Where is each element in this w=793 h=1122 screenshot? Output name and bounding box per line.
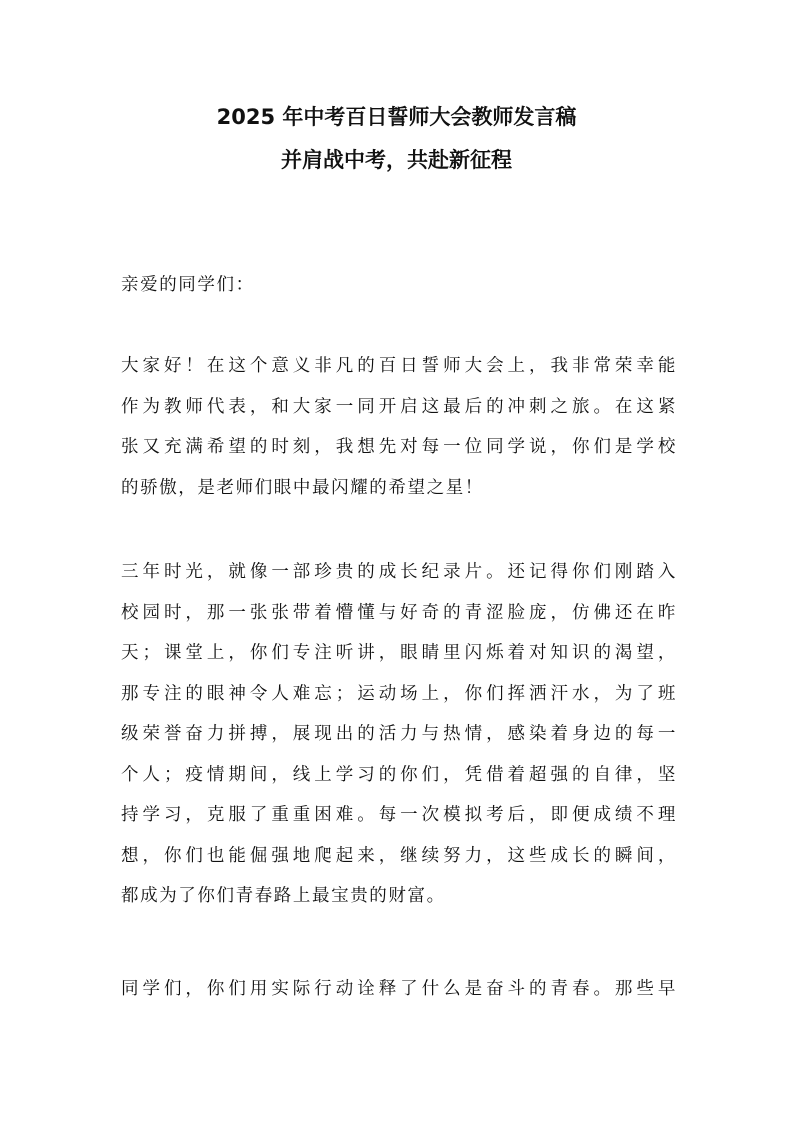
paragraph-line: 那专注的眼神令人难忘；运动场上，你们挥洒汗水，为了班 — [121, 683, 677, 704]
greeting-line: 亲爱的同学们： — [121, 275, 255, 295]
paragraph-2 — [121, 552, 677, 917]
document-title: 2025 年中考百日誓师大会教师发言稿 — [216, 105, 577, 129]
paragraph-line: 都成为了你们青春路上最宝贵的财富。 — [121, 886, 446, 906]
paragraph-line: 个人；疫情期间，线上学习的你们，凭借着超强的自律，坚 — [121, 764, 677, 785]
paragraph-line: 三年时光，就像一部珍贵的成长纪录片。还记得你们刚踏入 — [121, 562, 677, 582]
paragraph-line: 同学们，你们用实际行动诠释了什么是奋斗的青春。那些早 — [121, 979, 677, 999]
greeting — [121, 265, 677, 306]
paragraph-1 — [121, 346, 677, 508]
paragraph-line: 作为教师代表，和大家一同开启这最后的冲刺之旅。在这紧 — [121, 396, 677, 417]
paragraph-3 — [121, 969, 677, 1010]
paragraph-line: 级荣誉奋力拼搏，展现出的活力与热情，感染着身边的每一 — [121, 724, 677, 744]
document-subtitle: 并肩战中考，共赴新征程 — [281, 148, 512, 172]
paragraph-line: 天；课堂上，你们专注听讲，眼睛里闪烁着对知识的渴望， — [121, 643, 677, 663]
paragraph-line: 大家好！在这个意义非凡的百日誓师大会上，我非常荣幸能 — [121, 356, 677, 376]
paragraph-line: 张又充满希望的时刻，我想先对每一位同学说，你们是学校 — [121, 437, 677, 457]
paragraph-line: 想，你们也能倔强地爬起来，继续努力，这些成长的瞬间， — [121, 845, 677, 866]
paragraph-line: 的骄傲，是老师们眼中最闪耀的希望之星！ — [121, 477, 484, 498]
paragraph-line: 持学习，克服了重重困难。每一次模拟考后，即便成绩不理 — [121, 805, 677, 825]
paragraph-line: 校园时，那一张张带着懵懂与好奇的青涩脸庞，仿佛还在昨 — [121, 602, 677, 623]
